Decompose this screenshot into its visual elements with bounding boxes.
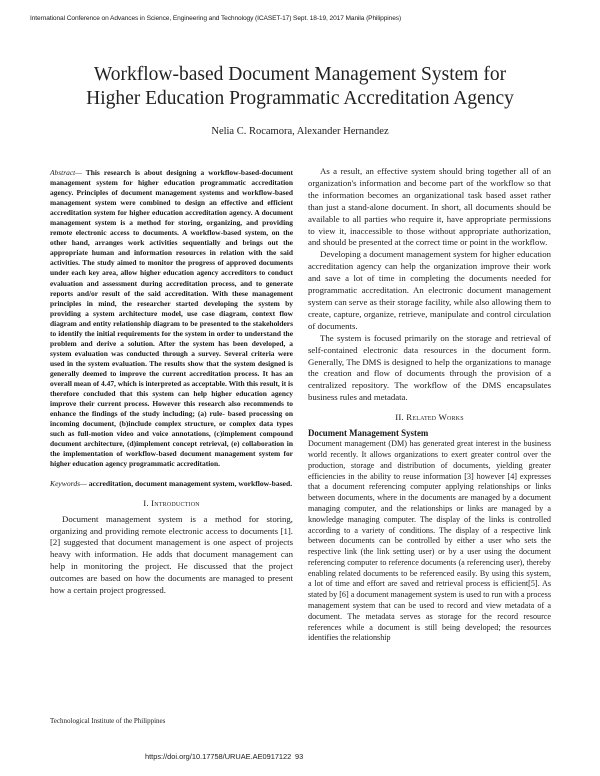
related-works-paragraph: Document management (DM) has generated great interest in the business world recently. It allows organizations to exert greater control over the production, storage and distribution of documents, yielding greater efficiencies in the ability to reuse information [3] however [4] expresses that a document referencing computer applying relationships or links between documents, where in the documents are managed by a document managing computer, and the relationships or links are managed by a knowledge managing computer. The display of the links is controlled according to a variety of conditions. The display of a respective link between documents can be controlled by either a user who sets the respective link (the link setting user) or by a user using the document referencing computer to reference documents (a referencing user), thereby enabling related documents to be referenced easily. By using this system, a lot of time and effort are saved and retrieval process is efficient[5]. As stated by [6] a document management system is used to run with a process management system that can be used to record and view metadata of a document. The metadata serves as storage for the record resource references while a document is still being developed; the resources identifies the relationship — [308, 439, 551, 643]
keywords — [50, 479, 293, 489]
abstract-label: Abstract— — [50, 168, 82, 177]
conference-header: International Conference on Advances in Science, Engineering and Technology (ICASET-17) Sept. 18-19, 2017 Manila (Philippines) — [30, 15, 402, 22]
right-column — [308, 166, 551, 644]
affiliation-footnote: Technological Institute of the Philippines — [50, 717, 166, 725]
subsection-heading: Document Management System — [308, 428, 429, 439]
title-line-1: Workflow-based Document Management System for — [93, 64, 507, 85]
keywords-text: accreditation, document management system, workflow-based. — [86, 479, 293, 489]
body-paragraph: Developing a document management system for higher education accreditation agency can help the organization improve their work and save a lot of time in completing the documents needed for programmatic accreditation. An electronic document management system can serve as their storage facility, while also allowing them to create, capture, organize, retrieve, manipulate and control circulation of documents. — [308, 249, 551, 331]
section-heading-related-works: II. Related Works — [395, 412, 464, 423]
body-paragraph: As a result, an effective system should bring together all of an organization's information and become part of the workflow so that the information becomes an organizational task based asset rather than just a stand-alone document. In short, all documents should be available to all parties who require it, have appropriate permissions to view it, inaccessible to those without appropriate authorization, and should be presented at the correct time or point in the workflow. — [308, 166, 551, 248]
paper-title — [40, 63, 560, 111]
introduction-paragraph: Document management system is a method for storing, organizing and providing remote electronic access to documents [1]. [2] suggested that document management is one aspect of projects heavy with information. He adds that document management can help in monitoring the project. He discussed that the project outcomes are based on how the documents are managed to present how a certain project progressed. — [50, 513, 293, 596]
section-heading-introduction: I. Introduction — [143, 497, 200, 508]
body-paragraph: The system is focused primarily on the storage and retrieval of self-contained electronic data resources in the document form. Generally, The DMS is designed to help the organizations to manage the creation and flow of documents through the provision of a centralized repository. The workflow of the DMS encapsulates business rules and metadata. — [308, 332, 551, 403]
author-list: Nelia C. Rocamora, Alexander Hernandez — [211, 126, 389, 137]
doi-link[interactable]: https://doi.org/10.17758/URUAE.AE0917122 — [145, 752, 292, 761]
page-number: 93 — [295, 752, 304, 761]
keywords-label: Keywords— — [50, 479, 87, 489]
title-line-2: Higher Education Programmatic Accreditation Agency — [86, 88, 514, 109]
abstract — [50, 168, 293, 469]
left-column — [50, 168, 293, 597]
abstract-text: This research is about designing a workflow-based-document management system for higher education programmatic accreditation agency. Principles of document management systems and workflow-based management system were combined to design an effective and efficient accreditation system for higher education accreditation agency. A document management system is a method for storing, organizing, and providing remote electronic access to documents. A workflow-based system, on the other hand, arranges work activities sequentially and brings out the appropriate human and information resources in relation with the said activities. The study aimed to monitor the progress of approved documents under each key area, allow higher education agency accreditors to conduct evaluation and assessment during accreditation process, and to generate reports and/or result of the said accreditation. With these management principles in mind, the researcher started developing the system by providing a system architecture model, use case diagram, context flow diagram and entity relationship diagram to be presented to the stakeholders to identify the initial requirements for the system in order to understand the problem and derive a solution. After the system has been developed, a system evaluation was conducted through a survey. Several criteria were used in the system evaluation. The results show that the system designed is generally deemed to improve the current accreditation process. It has an overall mean of 4.47, which is interpreted as acceptable. With this result, it is therefore concluded that this system can help higher education agency improve their current process. However this research also recommends to enhance the findings of the study including; (a) rule- based processing on incoming document, (b)include complex structure, or complex data types such as full-motion video and voice annotations, (c)implement compound document architecture, (d)implement concept retrieval, (e) collaboration in the implementation of workflow-based document management system for higher education agency programmatic accreditation. — [50, 168, 294, 469]
